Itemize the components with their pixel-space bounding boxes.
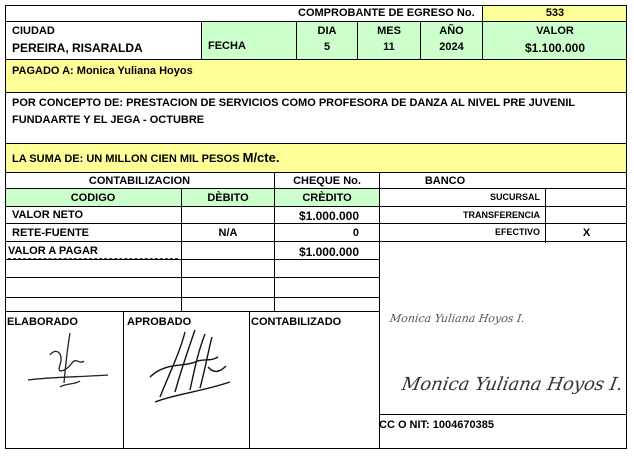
row-codigo-1: RETE-FUENTE — [12, 227, 89, 239]
row-codigo-2: VALOR A PAGAR — [8, 245, 98, 257]
dashed-line — [8, 258, 178, 259]
mes-label: MES — [377, 25, 401, 37]
elaborado-signature — [20, 325, 115, 395]
dia-label: DIA — [317, 25, 337, 37]
elaborado-label: ELABORADO — [7, 316, 78, 328]
suma-text — [12, 150, 279, 165]
beneficiary-signature-large: Monica Yuliana Hoyos I. — [400, 374, 625, 395]
hline-7 — [5, 297, 379, 298]
hline-5 — [5, 259, 379, 260]
vline-sig-1 — [123, 312, 124, 449]
col-debito: DÈBITO — [207, 192, 249, 204]
cc-nit — [379, 419, 494, 431]
banco-label: BANCO — [424, 175, 466, 187]
ano-label: AÑO — [439, 25, 464, 37]
row-credito-0: $1.000.000 — [298, 209, 359, 223]
cheque-label: CHEQUE No. — [293, 175, 361, 187]
sucursal-label: SUCURSAL — [489, 192, 540, 202]
dia-value: 5 — [323, 41, 331, 53]
concepto-line1: POR CONCEPTO DE: PRESTACION DE SERVICIOS COMO PROFESORA DE DANZA AL NIVEL PRE JUVENIL — [12, 97, 576, 109]
efectivo-label: EFECTIVO — [494, 227, 540, 237]
valor-label: VALOR — [536, 25, 574, 37]
voucher-title: COMPROBANTE DE EGRESO No. — [298, 7, 475, 19]
city-value: PEREIRA, RISARALDA — [12, 41, 143, 55]
row-codigo-0: VALOR NETO — [12, 209, 84, 221]
beneficiary-signature-small: Monica Yuliana Hoyos I. — [389, 312, 526, 325]
row-credito-1: 0 — [352, 227, 359, 239]
aprobado-signature — [140, 322, 240, 407]
row-debito-1: N/A — [218, 227, 238, 239]
col-credito: CRÈDITO — [302, 192, 352, 204]
row-credito-2: $1.000.000 — [298, 245, 359, 259]
pagado-a: PAGADO A: Monica Yuliana Hoyos — [12, 65, 193, 77]
suma-suffix: M/cte. — [242, 150, 280, 165]
contabilizado-label: CONTABILIZADO — [251, 316, 342, 328]
valor-value: $1.100.000 — [524, 41, 586, 55]
concepto-line2: FUNDAARTE Y EL JEGA - OCTUBRE — [12, 114, 205, 126]
transferencia-label: TRANSFERENCIA — [462, 210, 540, 220]
hline-3 — [5, 223, 627, 224]
ano-value: 2024 — [439, 41, 464, 53]
contabilizacion-title: CONTABILIZACION — [88, 175, 191, 187]
cc-nit-text: CC O NIT: 1004670385 — [379, 419, 494, 431]
suma-amount: LA SUMA DE: UN MILLON CIEN MIL PESOS — [12, 153, 240, 165]
hline-1 — [5, 188, 627, 189]
hline-6 — [5, 277, 379, 278]
vline-sig-2 — [249, 312, 250, 449]
vline-debito — [181, 189, 182, 312]
city-label: CIUDAD — [12, 25, 55, 37]
mes-value: 11 — [383, 41, 395, 53]
hline-8 — [5, 311, 379, 312]
efectivo-mark: X — [582, 227, 591, 239]
col-codigo: CODIGO — [70, 192, 116, 204]
voucher-number: 533 — [545, 7, 565, 19]
fecha-label: FECHA — [208, 40, 246, 52]
aprobado-label: APROBADO — [127, 316, 192, 328]
hline-4 — [5, 241, 627, 242]
hline-2 — [5, 206, 627, 207]
hline-cc — [380, 414, 627, 415]
divider-fecha — [201, 21, 202, 60]
